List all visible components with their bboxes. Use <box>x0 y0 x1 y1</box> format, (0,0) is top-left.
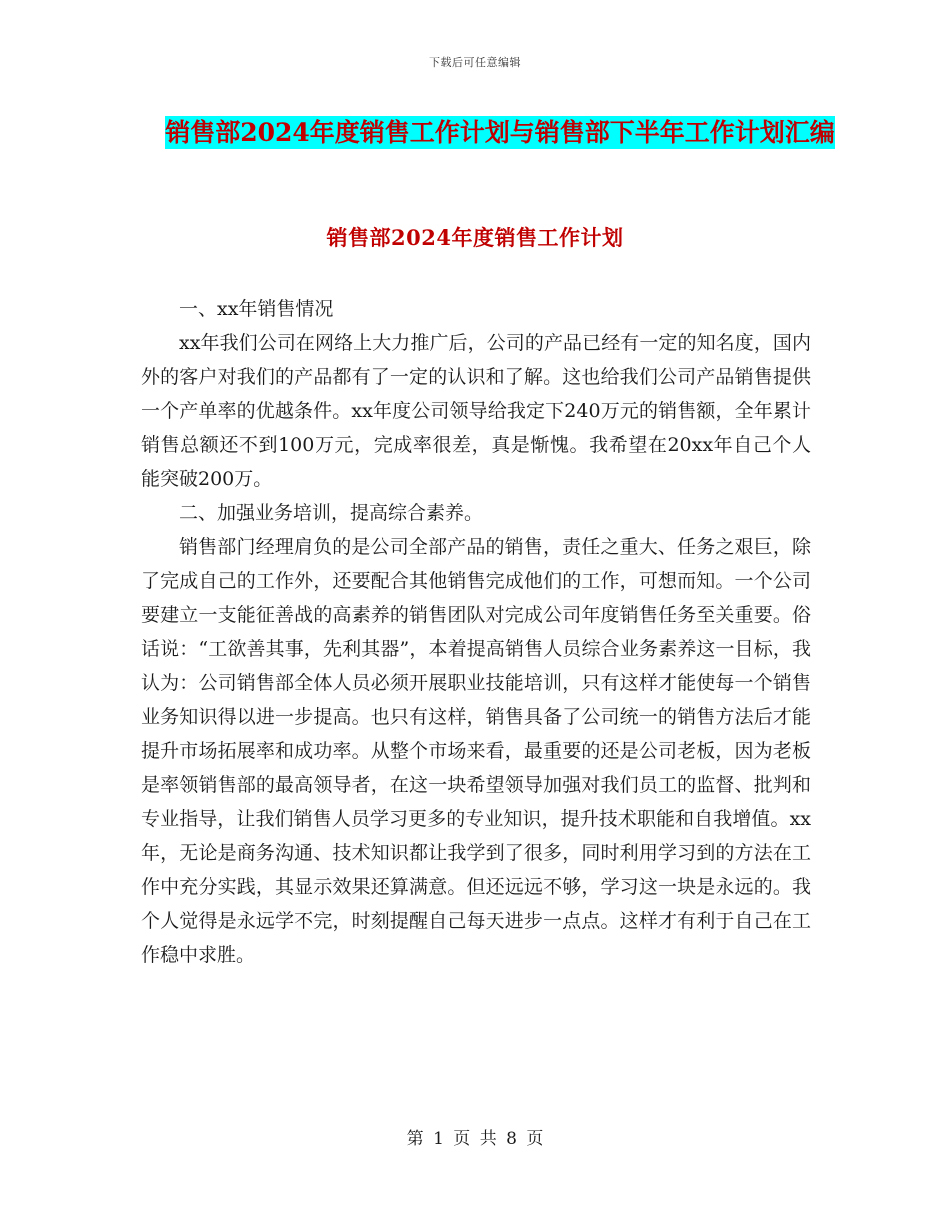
heading-sales-situation: 一、xx年销售情况 <box>179 298 334 320</box>
document-title <box>140 110 860 156</box>
paragraph-business-training: 销售部门经理肩负的是公司全部产品的销售，责任之重大、任务之艰巨，除了完成自己的工作外，还要配合其他销售完成他们的工作，可想而知。一个公司要建立一支能征善战的高素养的销售团队对完成公司年度销售任务至关重要。俗话说：“工欲善其事，先利其器”，本着提高销售人员综合业务素养这一目标，我认为：公司销售部全体人员必须开展职业技能培训，只有这样才能使每一个销售业务知识得以进一步提高。也只有这样，销售具备了公司统一的销售方法后才能提升市场拓展率和成功率。从整个市场来看，最重要的还是公司老板，因为老板是率领销售部的最高领导者，在这一块希望领导加强对我们员工的监督、批判和专业指导，让我们销售人员学习更多的专业知识，提升技术职能和自我增值。xx年，无论是商务沟通、技术知识都让我学到了很多，同时利用学习到的方法在工作中充分实践，其显示效果还算满意。但还远远不够，学习这一块是永远的。我个人觉得是永远学不完，时刻提醒自己每天进步一点点。这样才有利于自己在工作稳中求胜。 <box>141 536 811 966</box>
document-body <box>141 292 811 972</box>
section-title: 销售部2024年度销售工作计划 <box>326 225 624 250</box>
document-title-text: 销售部2024年度销售工作计划与销售部下半年工作计划汇编 <box>165 118 835 147</box>
page-number-footer: 第 1 页 共 8 页 <box>406 1129 544 1149</box>
header-note: 下载后可任意编辑 <box>429 56 521 69</box>
paragraph-sales-situation: xx年我们公司在网络上大力推广后，公司的产品已经有一定的知名度，国内外的客户对我们的产品都有了一定的认识和了解。这也给我们公司产品销售提供一个产单率的优越条件。xx年度公司领导给我定下240万元的销售额，全年累计销售总额还不到100万元，完成率很差，真是惭愧。我希望在20xx年自己个人能突破200万。 <box>141 332 811 490</box>
heading-business-training: 二、加强业务培训，提高综合素养。 <box>179 502 484 524</box>
